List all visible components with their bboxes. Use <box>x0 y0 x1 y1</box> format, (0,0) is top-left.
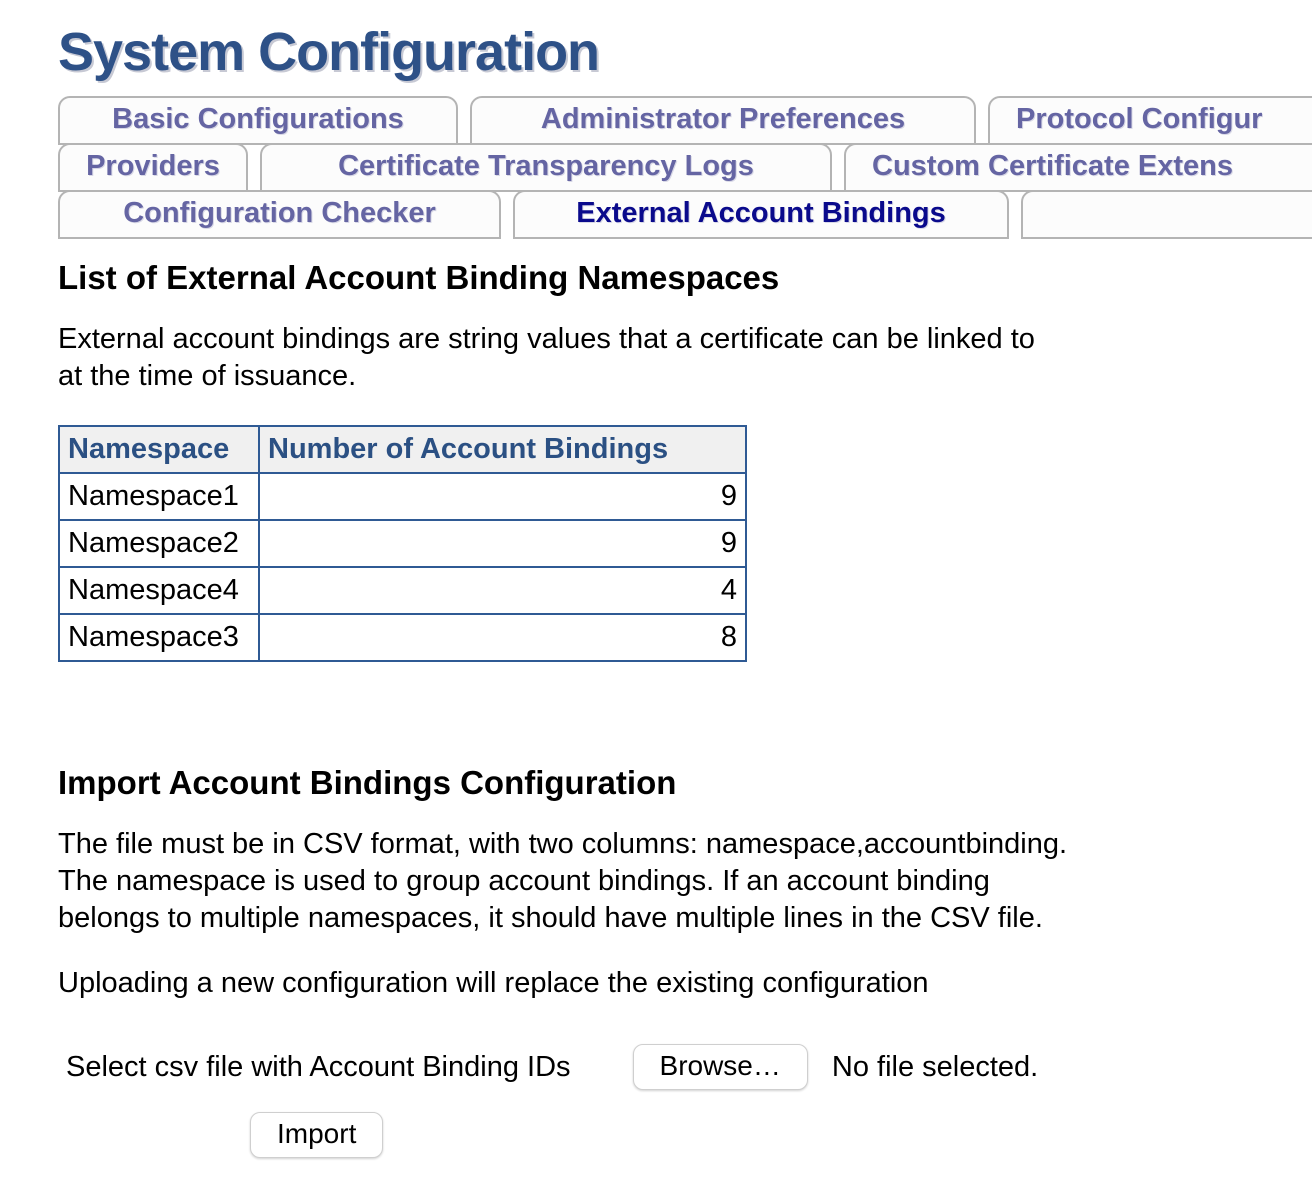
namespaces-table <box>58 425 747 662</box>
tab-administrator-preferences[interactable]: Administrator Preferences <box>470 96 976 145</box>
binding-count-cell: 9 <box>259 473 746 520</box>
tab-external-account-bindings[interactable]: External Account Bindings <box>513 190 1009 239</box>
namespace-cell: Namespace4 <box>59 567 259 614</box>
file-select-label: Select csv file with Account Binding IDs <box>66 1050 571 1083</box>
column-header-namespace: Namespace <box>59 426 259 473</box>
import-row <box>58 1112 1312 1158</box>
tab-providers[interactable]: Providers <box>58 143 248 192</box>
tab-protocol-configuration[interactable]: Protocol Configur <box>988 96 1312 145</box>
tab-row-2 <box>58 143 1312 192</box>
file-status-text: No file selected. <box>831 1050 1039 1083</box>
namespace-cell: Namespace3 <box>59 614 259 661</box>
tab-configuration-checker[interactable]: Configuration Checker <box>58 190 501 239</box>
page-title: System Configuration <box>58 22 600 82</box>
binding-count-cell: 4 <box>259 567 746 614</box>
browse-button[interactable]: Browse… <box>633 1044 808 1090</box>
table-row <box>59 520 746 567</box>
tab-custom-certificate-extensions[interactable]: Custom Certificate Extens <box>844 143 1312 192</box>
list-section-description <box>58 321 1312 395</box>
tab-row-1 <box>58 96 1312 145</box>
tab-certificate-transparency-logs[interactable]: Certificate Transparency Logs <box>260 143 832 192</box>
tab-basic-configurations[interactable]: Basic Configurations <box>58 96 458 145</box>
file-select-row <box>66 1044 1312 1090</box>
import-button[interactable]: Import <box>250 1112 383 1158</box>
import-section-description <box>58 826 1312 937</box>
description-line: The namespace is used to group account bindings. If an account binding <box>58 865 990 898</box>
tab-empty-cut <box>1021 190 1312 239</box>
namespace-cell: Namespace1 <box>59 473 259 520</box>
description-line: External account bindings are string values that a certificate can be linked to <box>58 323 1035 356</box>
description-line: The file must be in CSV format, with two columns: namespace,accountbinding. <box>58 828 1068 861</box>
upload-replace-note: Uploading a new configuration will replace the existing configuration <box>58 967 929 1000</box>
list-section-heading: List of External Account Binding Namespaces <box>58 259 780 297</box>
import-section-heading: Import Account Bindings Configuration <box>58 764 677 802</box>
column-header-number-of-account-bindings: Number of Account Bindings <box>259 426 746 473</box>
table-row <box>59 567 746 614</box>
table-header-row <box>59 426 746 473</box>
description-line: belongs to multiple namespaces, it should have multiple lines in the CSV file. <box>58 902 1043 935</box>
binding-count-cell: 8 <box>259 614 746 661</box>
tab-row-3 <box>58 190 1312 239</box>
table-row <box>59 614 746 661</box>
binding-count-cell: 9 <box>259 520 746 567</box>
table-row <box>59 473 746 520</box>
namespace-cell: Namespace2 <box>59 520 259 567</box>
description-line: at the time of issuance. <box>58 360 357 393</box>
